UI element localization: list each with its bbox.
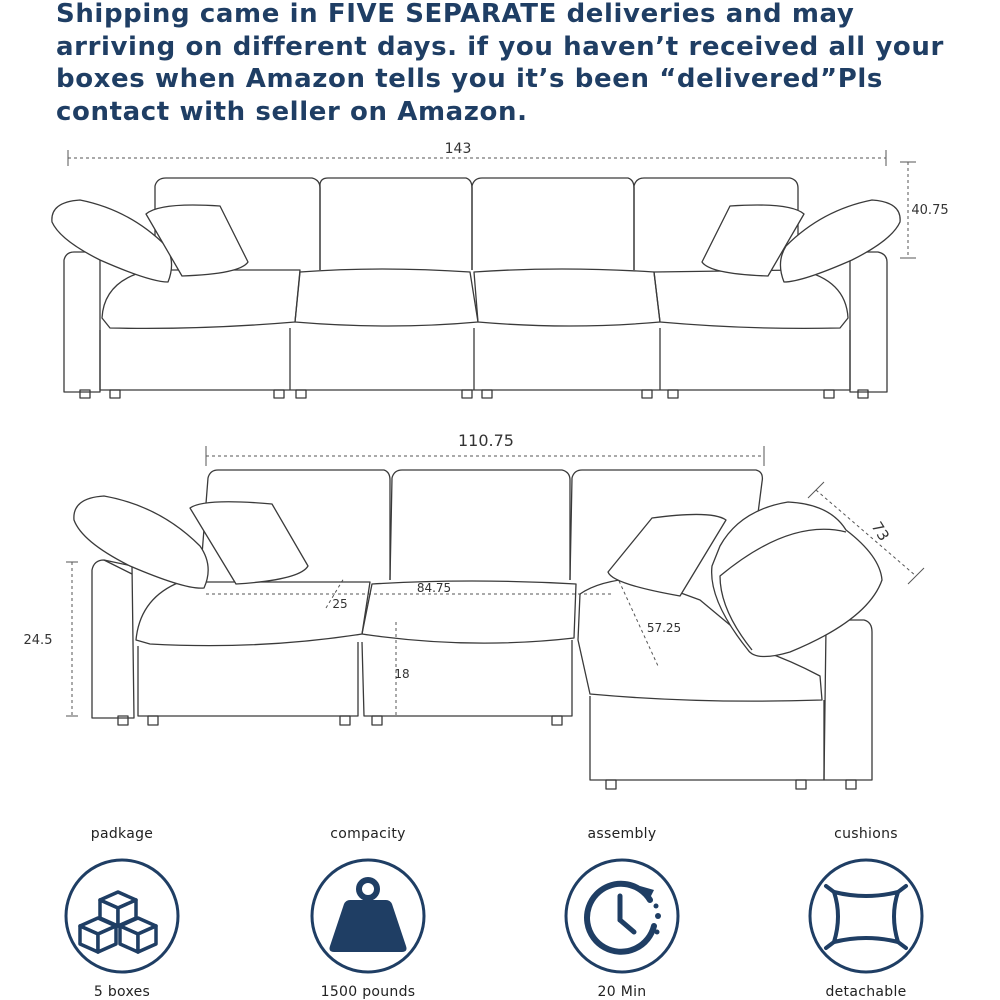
feature-capacity-title: compacity [330,826,406,842]
front-width-label: 143 [444,141,472,157]
feature-cushions-value: detachable [825,984,907,1000]
arm-height-label: 24.5 [23,633,53,648]
feature-package-value: 5 boxes [93,984,151,1000]
chaise-width-label: 73 [867,518,893,545]
chaise-length-label: 57.25 [646,621,682,635]
front-height-label: 40.75 [911,203,949,218]
front-view-sofa [52,150,916,398]
feature-cushions [776,826,956,1000]
weight-icon [308,856,428,976]
feature-package [32,826,212,1000]
feature-assembly [532,826,712,1000]
feature-cushions-title: cushions [834,826,898,842]
sectional-sofa [66,446,924,789]
feature-assembly-value: 20 Min [597,984,647,1000]
feature-capacity-value: 1500 pounds [320,984,416,1000]
sectional-width-label: 110.75 [458,431,514,450]
seat-height-label: 18 [394,667,410,681]
clock-icon [562,856,682,976]
seat-width-label: 84.75 [416,581,452,595]
pillow-icon [806,856,926,976]
feature-package-title: padkage [90,826,154,842]
seat-depth-label: 25 [332,597,348,611]
feature-assembly-title: assembly [587,826,657,842]
boxes-icon [62,856,182,976]
shipping-notice: Shipping came in FIVE SEPARATE deliveries and may arriving on different days. if you haven’t received all your boxes when Amazon tells you it’s been “delivered”Pls contact with seller on Amazon. [56,0,944,127]
feature-capacity [278,826,458,1000]
